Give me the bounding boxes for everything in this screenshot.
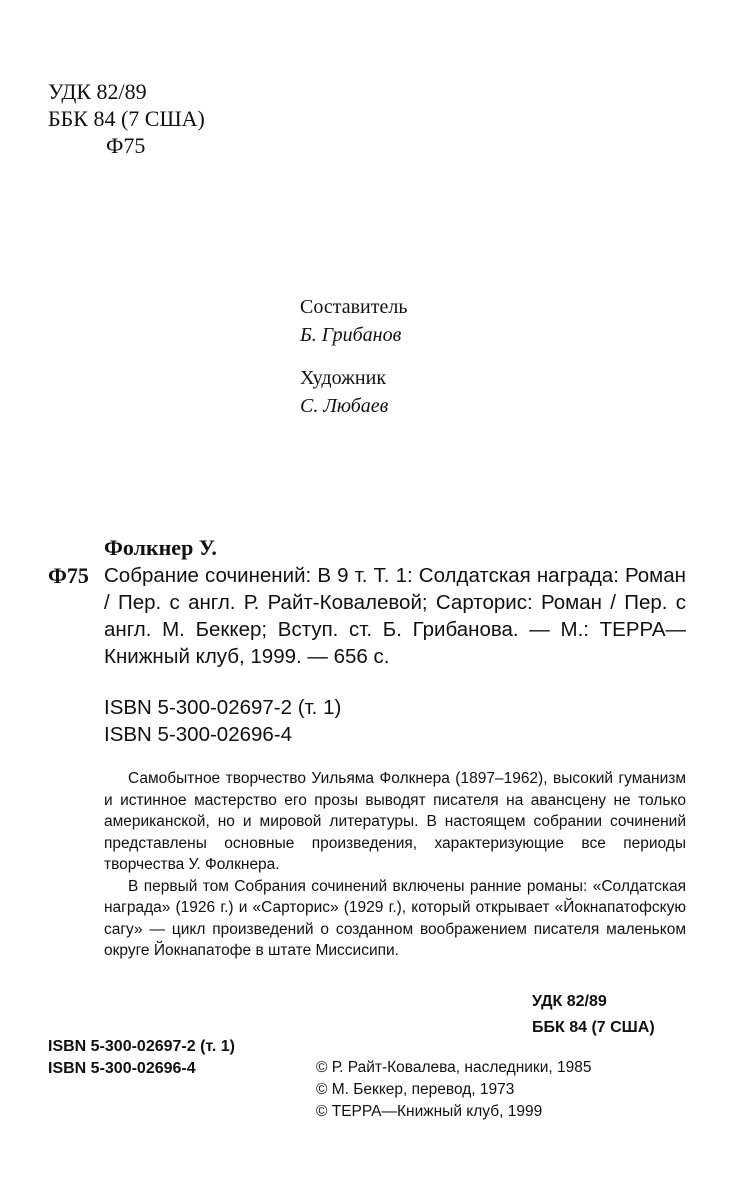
compiler-name: Б. Грибанов	[300, 324, 402, 346]
author-code: Ф75	[106, 133, 146, 158]
catalog-author: Фолкнер У.	[104, 535, 217, 560]
isbn-set: ISBN 5-300-02696-4	[104, 723, 293, 746]
udk-code: УДК 82/89	[48, 79, 147, 104]
bbk-code: ББК 84 (7 США)	[48, 106, 205, 131]
copyright-line: © М. Беккер, перевод, 1973	[316, 1081, 515, 1098]
isbn-volume: ISBN 5-300-02697-2 (т. 1)	[48, 1038, 235, 1055]
copyright-block	[316, 1057, 591, 1123]
artist-role: Художник	[300, 367, 387, 389]
isbn-block-main	[104, 694, 341, 748]
classification-top	[48, 78, 308, 159]
isbn-set: ISBN 5-300-02696-4	[48, 1060, 196, 1077]
credits	[300, 293, 620, 420]
udk-code: УДК 82/89	[532, 993, 607, 1010]
annotation	[104, 768, 686, 962]
copyright-line: © Р. Райт-Ковалева, наследники, 1985	[316, 1059, 592, 1076]
annotation-paragraph: Самобытное творчество Уильяма Фолкнера (1897–1962), высокий гуманизм и истинное мастерство его прозы выводят писателя на авансцену не только американской, но и мировой литературы. В настоящем собрании сочинений представлены основные произведения, характеризующие все периоды творчества У. Фолкнера.	[104, 770, 686, 873]
artist-name: С. Любаев	[300, 395, 389, 417]
catalog-description: Собрание сочинений: В 9 т. Т. 1: Солдатская награда: Роман / Пер. с англ. Р. Райт-Ковалевой; Сарторис: Роман / Пер. с англ. М. Беккер; Вступ. ст. Б. Грибанова. — М.: ТЕРРА—Книжный клуб, 1999. — 656 с.	[104, 564, 686, 668]
compiler-role: Составитель	[300, 296, 408, 318]
catalog-code: Ф75	[48, 563, 89, 588]
bbk-code: ББК 84 (7 США)	[532, 1019, 655, 1036]
annotation-paragraph: В первый том Собрания сочинений включены ранние романы: «Солдатская награда» (1926 г.) и «Сарторис» (1929 г.), который открывает «Йокнапатофскую сагу» — цикл произведений о созданном воображением писателя маленьком округе Йокнапатофе в штате Миссисипи.	[104, 877, 686, 959]
classification-bottom	[532, 989, 655, 1041]
copyright-line: © ТЕРРА—Книжный клуб, 1999	[316, 1103, 543, 1120]
isbn-volume: ISBN 5-300-02697-2 (т. 1)	[104, 696, 342, 719]
isbn-block-bottom	[48, 1036, 235, 1080]
